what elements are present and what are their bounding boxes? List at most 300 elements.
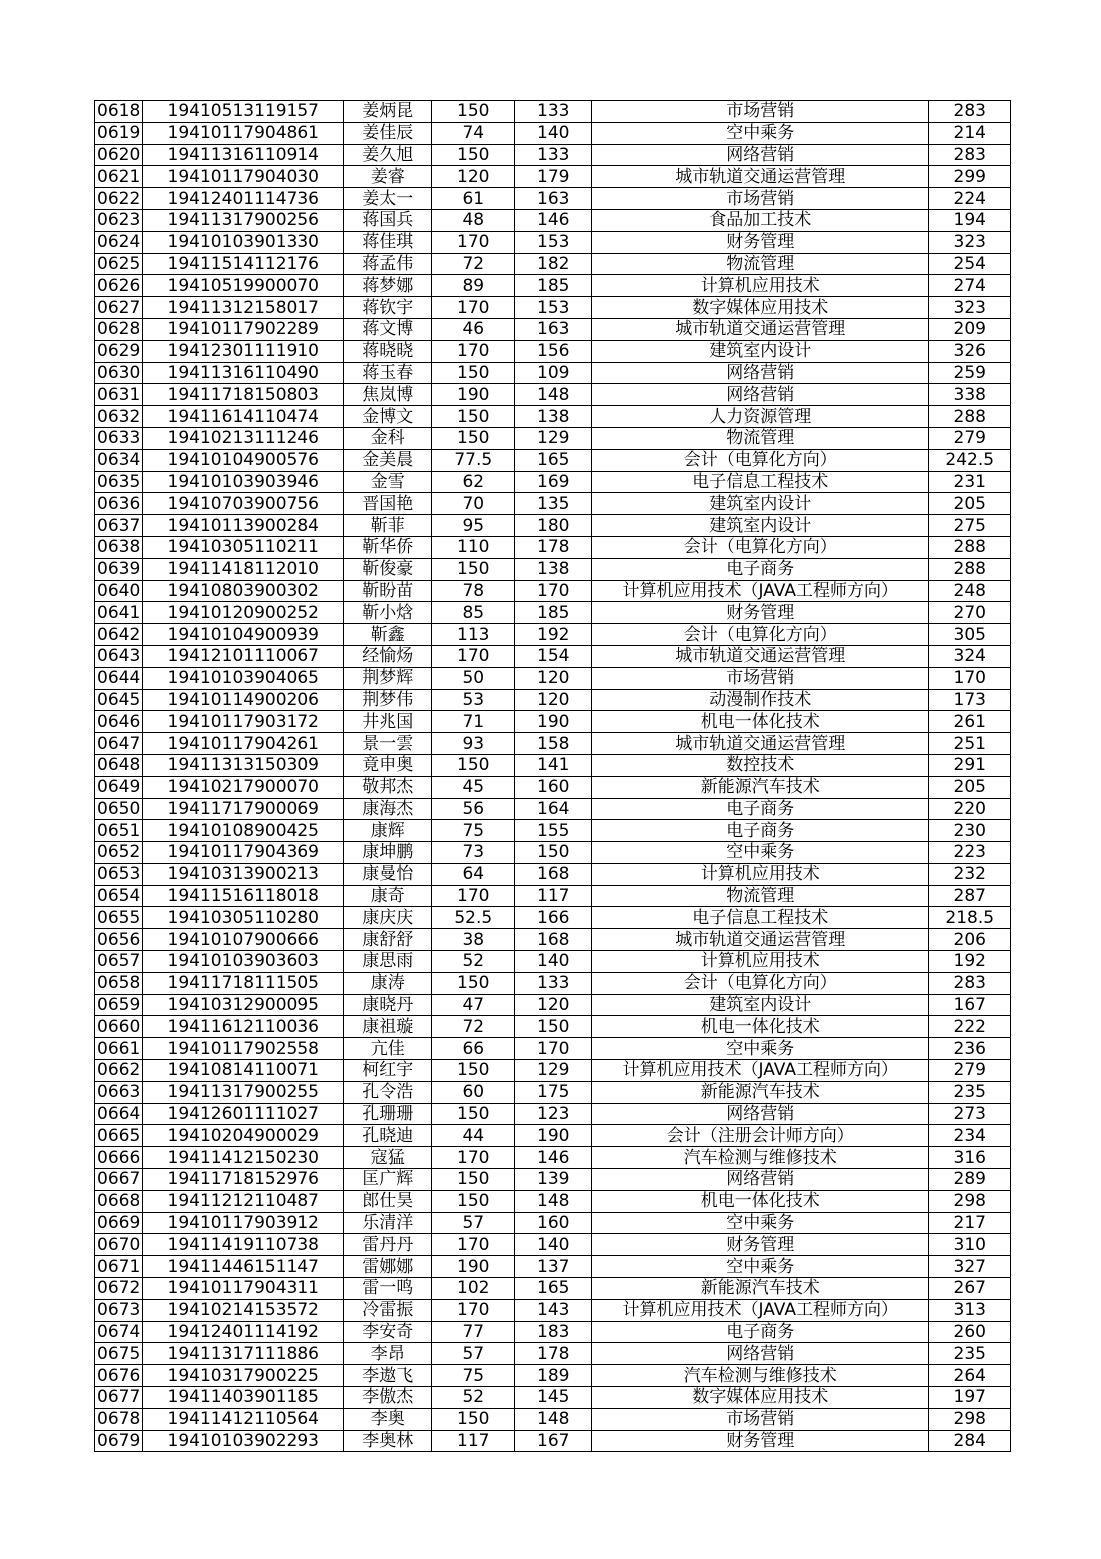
score-a-cell: 190 [432,384,515,406]
major-cell: 财务管理 [592,1430,929,1452]
exam-id-cell: 19410117904311 [143,1278,344,1300]
score-a-cell: 64 [432,863,515,885]
seq-cell: 0657 [95,951,143,973]
total-cell: 283 [929,101,1011,123]
score-a-cell: 117 [432,1430,515,1452]
major-cell: 会计（电算化方向） [592,449,929,471]
score-b-cell: 139 [515,1169,592,1191]
total-cell: 231 [929,471,1011,493]
total-cell: 310 [929,1234,1011,1256]
score-a-cell: 75 [432,820,515,842]
table-row [95,1147,1011,1169]
major-cell: 财务管理 [592,1234,929,1256]
seq-cell: 0647 [95,733,143,755]
score-a-cell: 170 [432,885,515,907]
score-a-cell: 170 [432,231,515,253]
score-a-cell: 150 [432,427,515,449]
table-row [95,166,1011,188]
name-cell: 金美晨 [344,449,432,471]
score-a-cell: 150 [432,754,515,776]
score-a-cell: 89 [432,275,515,297]
seq-cell: 0655 [95,907,143,929]
total-cell: 167 [929,994,1011,1016]
seq-cell: 0662 [95,1060,143,1082]
name-cell: 经愉炀 [344,645,432,667]
score-b-cell: 185 [515,602,592,624]
table-row [95,907,1011,929]
table-row [95,624,1011,646]
name-cell: 康奇 [344,885,432,907]
score-a-cell: 150 [432,972,515,994]
score-b-cell: 190 [515,711,592,733]
score-a-cell: 52.5 [432,907,515,929]
seq-cell: 0661 [95,1038,143,1060]
major-cell: 数字媒体应用技术 [592,297,929,319]
name-cell: 康思雨 [344,951,432,973]
score-b-cell: 160 [515,1212,592,1234]
seq-cell: 0663 [95,1081,143,1103]
total-cell: 324 [929,645,1011,667]
table-row [95,602,1011,624]
score-a-cell: 150 [432,558,515,580]
name-cell: 靳鑫 [344,624,432,646]
score-b-cell: 150 [515,1016,592,1038]
total-cell: 230 [929,820,1011,842]
total-cell: 205 [929,776,1011,798]
exam-id-cell: 19411316110914 [143,144,344,166]
score-b-cell: 166 [515,907,592,929]
table-row [95,1103,1011,1125]
score-b-cell: 183 [515,1321,592,1343]
name-cell: 康晓丹 [344,994,432,1016]
score-b-cell: 129 [515,1060,592,1082]
score-a-cell: 66 [432,1038,515,1060]
table-row [95,994,1011,1016]
exam-id-cell: 19412401114736 [143,188,344,210]
major-cell: 计算机应用技术 [592,275,929,297]
major-cell: 物流管理 [592,253,929,275]
total-cell: 205 [929,493,1011,515]
major-cell: 财务管理 [592,231,929,253]
score-b-cell: 109 [515,362,592,384]
table-row [95,297,1011,319]
exam-id-cell: 19411514112176 [143,253,344,275]
total-cell: 224 [929,188,1011,210]
table-row [95,1125,1011,1147]
seq-cell: 0623 [95,209,143,231]
table-row [95,384,1011,406]
name-cell: 蒋文博 [344,318,432,340]
name-cell: 康海杰 [344,798,432,820]
score-b-cell: 133 [515,972,592,994]
exam-id-cell: 19412401114192 [143,1321,344,1343]
score-b-cell: 158 [515,733,592,755]
score-a-cell: 52 [432,951,515,973]
total-cell: 279 [929,427,1011,449]
name-cell: 康曼怡 [344,863,432,885]
score-b-cell: 165 [515,1278,592,1300]
table-row [95,972,1011,994]
name-cell: 姜久旭 [344,144,432,166]
score-b-cell: 140 [515,1234,592,1256]
seq-cell: 0619 [95,122,143,144]
major-cell: 计算机应用技术（JAVA工程师方向） [592,1299,929,1321]
seq-cell: 0654 [95,885,143,907]
name-cell: 李昂 [344,1343,432,1365]
exam-id-cell: 19410117902289 [143,318,344,340]
name-cell: 金雪 [344,471,432,493]
seq-cell: 0673 [95,1299,143,1321]
table-row [95,340,1011,362]
table-row [95,1299,1011,1321]
total-cell: 323 [929,231,1011,253]
table-row [95,231,1011,253]
score-a-cell: 113 [432,624,515,646]
score-b-cell: 146 [515,1147,592,1169]
table-row [95,209,1011,231]
name-cell: 蒋孟伟 [344,253,432,275]
exam-id-cell: 19411212110487 [143,1190,344,1212]
total-cell: 223 [929,842,1011,864]
exam-id-cell: 19411718150803 [143,384,344,406]
exam-id-cell: 19411317900255 [143,1081,344,1103]
major-cell: 财务管理 [592,602,929,624]
seq-cell: 0672 [95,1278,143,1300]
major-cell: 物流管理 [592,885,929,907]
seq-cell: 0653 [95,863,143,885]
total-cell: 316 [929,1147,1011,1169]
name-cell: 敬邦杰 [344,776,432,798]
total-cell: 214 [929,122,1011,144]
seq-cell: 0650 [95,798,143,820]
major-cell: 空中乘务 [592,1038,929,1060]
major-cell: 数控技术 [592,754,929,776]
score-a-cell: 77.5 [432,449,515,471]
score-b-cell: 164 [515,798,592,820]
table-row [95,798,1011,820]
table-row [95,951,1011,973]
seq-cell: 0674 [95,1321,143,1343]
score-b-cell: 148 [515,1408,592,1430]
exam-id-cell: 19410519900070 [143,275,344,297]
total-cell: 222 [929,1016,1011,1038]
exam-id-cell: 19410312900095 [143,994,344,1016]
name-cell: 孔令浩 [344,1081,432,1103]
score-a-cell: 44 [432,1125,515,1147]
exam-id-cell: 19411718152976 [143,1169,344,1191]
seq-cell: 0638 [95,536,143,558]
exam-id-cell: 19410117903172 [143,711,344,733]
score-b-cell: 145 [515,1387,592,1409]
score-a-cell: 77 [432,1321,515,1343]
score-b-cell: 148 [515,384,592,406]
total-cell: 170 [929,667,1011,689]
major-cell: 动漫制作技术 [592,689,929,711]
total-cell: 235 [929,1081,1011,1103]
score-a-cell: 85 [432,602,515,624]
score-b-cell: 120 [515,689,592,711]
total-cell: 209 [929,318,1011,340]
exam-id-cell: 19410204900029 [143,1125,344,1147]
major-cell: 机电一体化技术 [592,1016,929,1038]
seq-cell: 0639 [95,558,143,580]
score-a-cell: 150 [432,406,515,428]
name-cell: 乐清洋 [344,1212,432,1234]
total-cell: 288 [929,406,1011,428]
name-cell: 柯红宇 [344,1060,432,1082]
name-cell: 荆梦伟 [344,689,432,711]
score-a-cell: 71 [432,711,515,733]
score-a-cell: 60 [432,1081,515,1103]
table-row [95,188,1011,210]
total-cell: 274 [929,275,1011,297]
major-cell: 市场营销 [592,667,929,689]
score-a-cell: 170 [432,1234,515,1256]
exam-id-cell: 19410305110280 [143,907,344,929]
table-row [95,1190,1011,1212]
score-a-cell: 73 [432,842,515,864]
seq-cell: 0644 [95,667,143,689]
exam-id-cell: 19411516118018 [143,885,344,907]
table-row [95,362,1011,384]
table-row [95,1343,1011,1365]
exam-id-cell: 19410103903603 [143,951,344,973]
exam-id-cell: 19410113900284 [143,515,344,537]
exam-id-cell: 19410803900302 [143,580,344,602]
major-cell: 城市轨道交通运营管理 [592,929,929,951]
score-a-cell: 72 [432,1016,515,1038]
total-cell: 235 [929,1343,1011,1365]
exam-id-cell: 19411717900069 [143,798,344,820]
exam-id-cell: 19410104900939 [143,624,344,646]
exam-id-cell: 19411718111505 [143,972,344,994]
total-cell: 270 [929,602,1011,624]
total-cell: 254 [929,253,1011,275]
seq-cell: 0630 [95,362,143,384]
exam-id-cell: 19410317900225 [143,1365,344,1387]
score-b-cell: 120 [515,667,592,689]
exam-id-cell: 19410814110071 [143,1060,344,1082]
major-cell: 食品加工技术 [592,209,929,231]
score-a-cell: 57 [432,1343,515,1365]
total-cell: 232 [929,863,1011,885]
total-cell: 283 [929,972,1011,994]
total-cell: 259 [929,362,1011,384]
exam-id-cell: 19412301111910 [143,340,344,362]
score-table-body [95,101,1011,1452]
score-a-cell: 110 [432,536,515,558]
score-a-cell: 150 [432,1190,515,1212]
seq-cell: 0671 [95,1256,143,1278]
score-a-cell: 93 [432,733,515,755]
score-b-cell: 155 [515,820,592,842]
exam-id-cell: 19410114900206 [143,689,344,711]
exam-id-cell: 19411316110490 [143,362,344,384]
seq-cell: 0675 [95,1343,143,1365]
major-cell: 物流管理 [592,427,929,449]
exam-id-cell: 19412601111027 [143,1103,344,1125]
score-table [94,100,1011,1452]
name-cell: 蒋国兵 [344,209,432,231]
major-cell: 电子信息工程技术 [592,907,929,929]
score-b-cell: 190 [515,1125,592,1147]
exam-id-cell: 19410103901330 [143,231,344,253]
seq-cell: 0635 [95,471,143,493]
name-cell: 姜炳昆 [344,101,432,123]
name-cell: 郎仕昊 [344,1190,432,1212]
score-b-cell: 156 [515,340,592,362]
exam-id-cell: 19410103902293 [143,1430,344,1452]
total-cell: 288 [929,558,1011,580]
table-row [95,449,1011,471]
major-cell: 机电一体化技术 [592,1190,929,1212]
name-cell: 姜佳辰 [344,122,432,144]
table-row [95,406,1011,428]
major-cell: 电子商务 [592,558,929,580]
score-a-cell: 70 [432,493,515,515]
total-cell: 338 [929,384,1011,406]
major-cell: 空中乘务 [592,1256,929,1278]
name-cell: 康坤鹏 [344,842,432,864]
seq-cell: 0669 [95,1212,143,1234]
name-cell: 匡广辉 [344,1169,432,1191]
seq-cell: 0678 [95,1408,143,1430]
name-cell: 李遨飞 [344,1365,432,1387]
seq-cell: 0632 [95,406,143,428]
score-b-cell: 160 [515,776,592,798]
score-a-cell: 72 [432,253,515,275]
score-a-cell: 38 [432,929,515,951]
exam-id-cell: 19410117904030 [143,166,344,188]
score-b-cell: 178 [515,1343,592,1365]
total-cell: 298 [929,1190,1011,1212]
score-a-cell: 120 [432,166,515,188]
table-row [95,885,1011,907]
score-b-cell: 153 [515,297,592,319]
score-a-cell: 53 [432,689,515,711]
seq-cell: 0679 [95,1430,143,1452]
score-b-cell: 170 [515,1038,592,1060]
major-cell: 会计（电算化方向） [592,536,929,558]
table-row [95,711,1011,733]
name-cell: 蒋钦宇 [344,297,432,319]
total-cell: 236 [929,1038,1011,1060]
exam-id-cell: 19411612110036 [143,1016,344,1038]
total-cell: 248 [929,580,1011,602]
exam-id-cell: 19411418112010 [143,558,344,580]
score-b-cell: 182 [515,253,592,275]
major-cell: 市场营销 [592,101,929,123]
total-cell: 323 [929,297,1011,319]
score-a-cell: 170 [432,1299,515,1321]
seq-cell: 0659 [95,994,143,1016]
table-row [95,536,1011,558]
name-cell: 金博文 [344,406,432,428]
score-b-cell: 146 [515,209,592,231]
major-cell: 城市轨道交通运营管理 [592,645,929,667]
total-cell: 197 [929,1387,1011,1409]
exam-id-cell: 19410214153572 [143,1299,344,1321]
name-cell: 靳小焓 [344,602,432,624]
name-cell: 孔晓迪 [344,1125,432,1147]
score-b-cell: 140 [515,951,592,973]
table-row [95,754,1011,776]
score-a-cell: 150 [432,144,515,166]
score-a-cell: 170 [432,297,515,319]
name-cell: 晋国艳 [344,493,432,515]
table-row [95,1234,1011,1256]
exam-id-cell: 19411614110474 [143,406,344,428]
score-a-cell: 170 [432,645,515,667]
total-cell: 242.5 [929,449,1011,471]
total-cell: 326 [929,340,1011,362]
major-cell: 网络营销 [592,1169,929,1191]
score-a-cell: 150 [432,1060,515,1082]
seq-cell: 0676 [95,1365,143,1387]
score-a-cell: 48 [432,209,515,231]
name-cell: 李安奇 [344,1321,432,1343]
score-b-cell: 167 [515,1430,592,1452]
score-b-cell: 165 [515,449,592,471]
name-cell: 蒋玉春 [344,362,432,384]
exam-id-cell: 19410217900070 [143,776,344,798]
name-cell: 亢佳 [344,1038,432,1060]
major-cell: 网络营销 [592,362,929,384]
name-cell: 寇猛 [344,1147,432,1169]
name-cell: 李傲杰 [344,1387,432,1409]
name-cell: 雷娜娜 [344,1256,432,1278]
score-b-cell: 140 [515,122,592,144]
name-cell: 焦岚博 [344,384,432,406]
total-cell: 279 [929,1060,1011,1082]
seq-cell: 0651 [95,820,143,842]
name-cell: 蒋晓晓 [344,340,432,362]
score-a-cell: 150 [432,1103,515,1125]
total-cell: 261 [929,711,1011,733]
score-b-cell: 133 [515,144,592,166]
name-cell: 井兆国 [344,711,432,733]
score-a-cell: 170 [432,340,515,362]
exam-id-cell: 19411317900256 [143,209,344,231]
exam-id-cell: 19410117904861 [143,122,344,144]
name-cell: 靳华侨 [344,536,432,558]
total-cell: 284 [929,1430,1011,1452]
major-cell: 汽车检测与维修技术 [592,1365,929,1387]
name-cell: 李奥林 [344,1430,432,1452]
total-cell: 273 [929,1103,1011,1125]
score-b-cell: 169 [515,471,592,493]
total-cell: 206 [929,929,1011,951]
seq-cell: 0667 [95,1169,143,1191]
exam-id-cell: 19410117904261 [143,733,344,755]
table-row [95,1256,1011,1278]
table-row [95,493,1011,515]
score-b-cell: 168 [515,863,592,885]
seq-cell: 0677 [95,1387,143,1409]
seq-cell: 0658 [95,972,143,994]
major-cell: 网络营销 [592,144,929,166]
table-row [95,275,1011,297]
table-row [95,122,1011,144]
seq-cell: 0640 [95,580,143,602]
name-cell: 金科 [344,427,432,449]
score-b-cell: 148 [515,1190,592,1212]
total-cell: 234 [929,1125,1011,1147]
name-cell: 雷丹丹 [344,1234,432,1256]
seq-cell: 0629 [95,340,143,362]
table-row [95,667,1011,689]
score-b-cell: 163 [515,188,592,210]
